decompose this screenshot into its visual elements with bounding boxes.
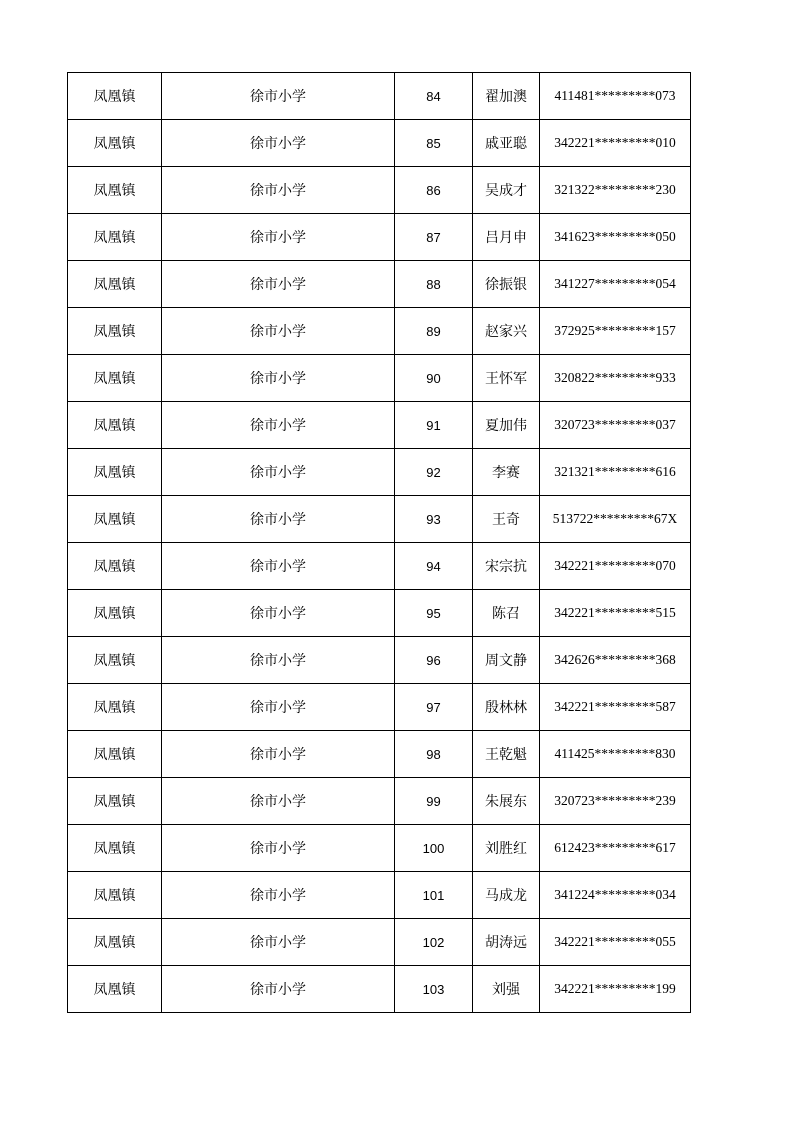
town-cell: 凤凰镇 [68, 120, 162, 167]
name-cell: 刘强 [473, 966, 540, 1013]
table-row [68, 355, 691, 402]
town-cell: 凤凰镇 [68, 261, 162, 308]
id-number-cell: 341224*********034 [540, 872, 691, 919]
name-cell: 马成龙 [473, 872, 540, 919]
number-cell: 94 [395, 543, 473, 590]
school-cell: 徐市小学 [162, 731, 395, 778]
name-cell: 周文静 [473, 637, 540, 684]
town-cell: 凤凰镇 [68, 167, 162, 214]
town-cell: 凤凰镇 [68, 496, 162, 543]
table-row [68, 731, 691, 778]
number-cell: 86 [395, 167, 473, 214]
number-cell: 91 [395, 402, 473, 449]
number-cell: 90 [395, 355, 473, 402]
number-cell: 97 [395, 684, 473, 731]
number-cell: 96 [395, 637, 473, 684]
name-cell: 赵家兴 [473, 308, 540, 355]
id-number-cell: 411425*********830 [540, 731, 691, 778]
id-number-cell: 342221*********515 [540, 590, 691, 637]
id-number-cell: 321321*********616 [540, 449, 691, 496]
id-number-cell: 341227*********054 [540, 261, 691, 308]
table-row [68, 872, 691, 919]
name-cell: 刘胜红 [473, 825, 540, 872]
id-number-cell: 342626*********368 [540, 637, 691, 684]
school-cell: 徐市小学 [162, 778, 395, 825]
school-cell: 徐市小学 [162, 167, 395, 214]
table-row [68, 966, 691, 1013]
number-cell: 85 [395, 120, 473, 167]
town-cell: 凤凰镇 [68, 684, 162, 731]
school-cell: 徐市小学 [162, 402, 395, 449]
number-cell: 99 [395, 778, 473, 825]
table-row [68, 590, 691, 637]
town-cell: 凤凰镇 [68, 590, 162, 637]
number-cell: 89 [395, 308, 473, 355]
school-cell: 徐市小学 [162, 261, 395, 308]
town-cell: 凤凰镇 [68, 543, 162, 590]
school-cell: 徐市小学 [162, 684, 395, 731]
number-cell: 101 [395, 872, 473, 919]
number-cell: 98 [395, 731, 473, 778]
table-row [68, 449, 691, 496]
name-cell: 戚亚聪 [473, 120, 540, 167]
table-row [68, 825, 691, 872]
number-cell: 95 [395, 590, 473, 637]
name-cell: 胡涛远 [473, 919, 540, 966]
name-cell: 王怀军 [473, 355, 540, 402]
name-cell: 翟加澳 [473, 73, 540, 120]
school-cell: 徐市小学 [162, 308, 395, 355]
name-cell: 夏加伟 [473, 402, 540, 449]
town-cell: 凤凰镇 [68, 731, 162, 778]
town-cell: 凤凰镇 [68, 355, 162, 402]
id-number-cell: 372925*********157 [540, 308, 691, 355]
id-number-cell: 411481*********073 [540, 73, 691, 120]
town-cell: 凤凰镇 [68, 214, 162, 261]
name-cell: 徐振银 [473, 261, 540, 308]
id-number-cell: 320723*********239 [540, 778, 691, 825]
id-number-cell: 513722*********67X [540, 496, 691, 543]
town-cell: 凤凰镇 [68, 825, 162, 872]
name-cell: 宋宗抗 [473, 543, 540, 590]
table-row [68, 73, 691, 120]
name-cell: 殷林林 [473, 684, 540, 731]
name-cell: 吴成才 [473, 167, 540, 214]
school-cell: 徐市小学 [162, 543, 395, 590]
school-cell: 徐市小学 [162, 637, 395, 684]
id-number-cell: 342221*********010 [540, 120, 691, 167]
school-cell: 徐市小学 [162, 214, 395, 261]
roster-table [67, 72, 691, 1013]
number-cell: 87 [395, 214, 473, 261]
table-row [68, 120, 691, 167]
school-cell: 徐市小学 [162, 966, 395, 1013]
name-cell: 朱展东 [473, 778, 540, 825]
school-cell: 徐市小学 [162, 449, 395, 496]
table-row [68, 543, 691, 590]
id-number-cell: 342221*********587 [540, 684, 691, 731]
table-row [68, 214, 691, 261]
table-row [68, 637, 691, 684]
number-cell: 103 [395, 966, 473, 1013]
id-number-cell: 342221*********055 [540, 919, 691, 966]
table-row [68, 261, 691, 308]
school-cell: 徐市小学 [162, 496, 395, 543]
id-number-cell: 342221*********199 [540, 966, 691, 1013]
table-row [68, 496, 691, 543]
name-cell: 王奇 [473, 496, 540, 543]
town-cell: 凤凰镇 [68, 919, 162, 966]
id-number-cell: 342221*********070 [540, 543, 691, 590]
number-cell: 93 [395, 496, 473, 543]
school-cell: 徐市小学 [162, 872, 395, 919]
id-number-cell: 320723*********037 [540, 402, 691, 449]
school-cell: 徐市小学 [162, 73, 395, 120]
id-number-cell: 320822*********933 [540, 355, 691, 402]
town-cell: 凤凰镇 [68, 778, 162, 825]
table-row [68, 778, 691, 825]
table-row [68, 684, 691, 731]
table-row [68, 919, 691, 966]
id-number-cell: 341623*********050 [540, 214, 691, 261]
id-number-cell: 612423*********617 [540, 825, 691, 872]
town-cell: 凤凰镇 [68, 966, 162, 1013]
school-cell: 徐市小学 [162, 355, 395, 402]
id-number-cell: 321322*********230 [540, 167, 691, 214]
number-cell: 102 [395, 919, 473, 966]
name-cell: 王乾魁 [473, 731, 540, 778]
town-cell: 凤凰镇 [68, 73, 162, 120]
name-cell: 李赛 [473, 449, 540, 496]
town-cell: 凤凰镇 [68, 308, 162, 355]
name-cell: 吕月申 [473, 214, 540, 261]
number-cell: 84 [395, 73, 473, 120]
town-cell: 凤凰镇 [68, 872, 162, 919]
table-row [68, 167, 691, 214]
roster-table-body [68, 73, 691, 1013]
number-cell: 100 [395, 825, 473, 872]
school-cell: 徐市小学 [162, 120, 395, 167]
number-cell: 88 [395, 261, 473, 308]
town-cell: 凤凰镇 [68, 449, 162, 496]
town-cell: 凤凰镇 [68, 637, 162, 684]
town-cell: 凤凰镇 [68, 402, 162, 449]
table-row [68, 402, 691, 449]
school-cell: 徐市小学 [162, 825, 395, 872]
school-cell: 徐市小学 [162, 590, 395, 637]
name-cell: 陈召 [473, 590, 540, 637]
number-cell: 92 [395, 449, 473, 496]
table-row [68, 308, 691, 355]
school-cell: 徐市小学 [162, 919, 395, 966]
